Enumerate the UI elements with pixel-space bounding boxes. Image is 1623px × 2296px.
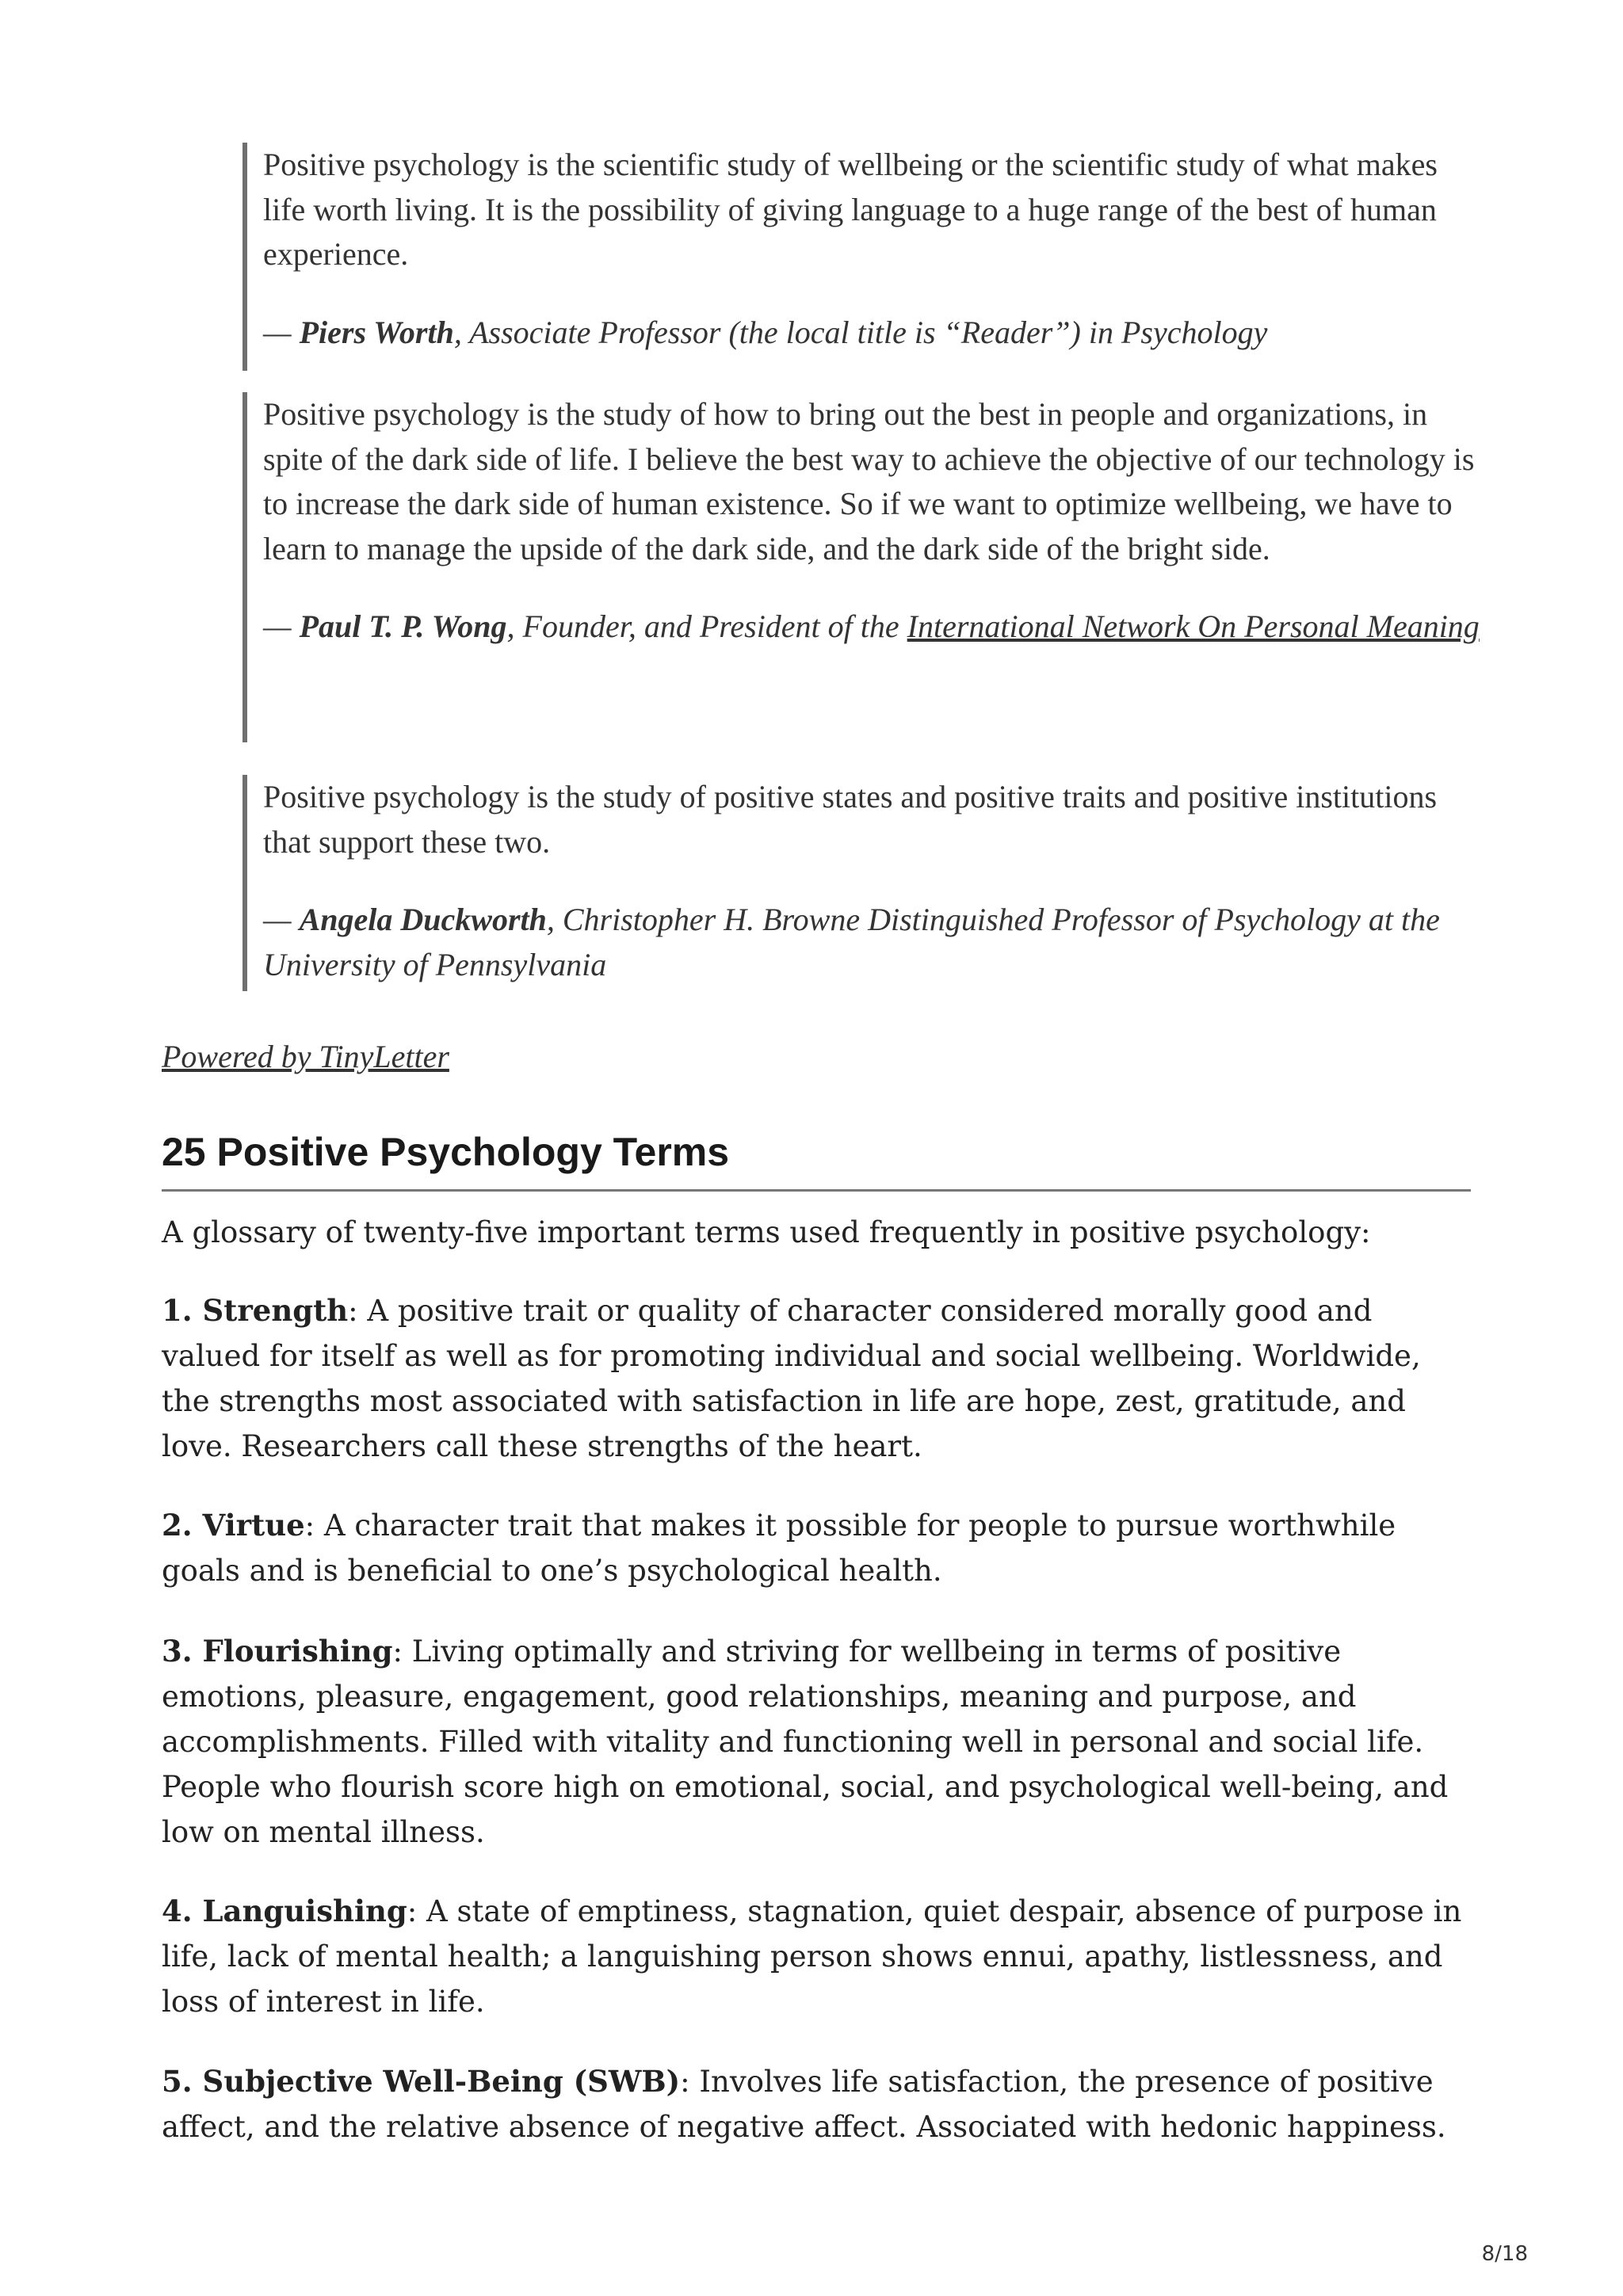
attribution-dash: — — [263, 314, 300, 350]
term-name: 2. Virtue — [162, 1508, 305, 1543]
term-name: 5. Subjective Well-Being (SWB) — [162, 2064, 681, 2099]
blockquote-piers-worth — [242, 143, 1487, 371]
quote-author-role: , Founder, and President of the — [506, 608, 907, 644]
powered-by-tinyletter-link[interactable]: Powered by TinyLetter — [162, 1039, 449, 1074]
quote-attribution — [263, 605, 1487, 650]
glossary-term — [162, 2059, 1477, 2149]
quote-text: Positive psychology is the scientific study of wellbeing or the scientific study of what makes life worth living. It is the possibility of giving language to a huge range of the best of human experience. — [263, 147, 1438, 272]
quote-author: Piers Worth — [299, 314, 454, 350]
section-heading: 25 Positive Psychology Terms — [162, 1127, 1471, 1192]
attribution-dash: — — [263, 902, 300, 937]
quote-author: Paul T. P. Wong — [299, 608, 507, 644]
quote-author-role: , Christopher H. Browne Distinguished Professor of Psychology at the University of Pennsylvania — [263, 902, 1440, 982]
quote-author: Angela Duckworth — [299, 902, 547, 937]
term-definition: : Involves life satisfaction, the presence of positive affect, and the relative absence of negative affect. Associated with hedonic happiness. — [162, 2065, 1446, 2144]
page-number: 8/18 — [1481, 2242, 1528, 2266]
glossary-term — [162, 1503, 1477, 1593]
glossary-term — [162, 1288, 1477, 1469]
international-network-link[interactable]: International Network On Personal Meaning — [907, 608, 1480, 644]
quote-text: Positive psychology is the study of how to bring out the best in people and organizations, in spite of the dark side of life. I believe the best way to achieve the objective of our technology is to increase the dark side of human existence. So if we want to optimize wellbeing, we have to learn to manage the upside of the dark side, and the dark side of the bright side. — [263, 396, 1475, 566]
term-name: 1. Strength — [162, 1293, 349, 1328]
term-name: 3. Flourishing — [162, 1634, 393, 1669]
quote-text: Positive psychology is the study of positive states and positive traits and positive institutions that support these two. — [263, 779, 1438, 860]
quote-attribution — [263, 311, 1487, 356]
section-intro: A glossary of twenty-five important terms used frequently in positive psychology: — [162, 1215, 1371, 1249]
quote-attribution — [263, 898, 1487, 987]
glossary-term — [162, 1889, 1477, 2024]
term-definition: : A character trait that makes it possible for people to pursue worthwhile goals and is beneficial to one’s psychological health. — [162, 1508, 1396, 1588]
term-definition: : Living optimally and striving for wellbeing in terms of positive emotions, pleasure, engagement, good relationships, meaning and purpose, and accomplishments. Filled with vitality and functioning well in personal and social life. People who flourish score high on emotional, social, and psychological well-being, and low on mental illness. — [162, 1634, 1449, 1849]
term-definition: : A state of emptiness, stagnation, quiet despair, absence of purpose in life, lack of mental health; a languishing person shows ennui, apathy, listlessness, and loss of interest in life. — [162, 1894, 1462, 2019]
attribution-dash: — — [263, 608, 300, 644]
term-name: 4. Languishing — [162, 1894, 407, 1928]
quote-author-role: , Associate Professor (the local title is “Reader”) in Psychology — [453, 314, 1268, 350]
glossary-term — [162, 1629, 1477, 1855]
blockquote-angela-duckworth — [242, 775, 1487, 991]
blockquote-paul-wong — [242, 392, 1487, 742]
term-definition: : A positive trait or quality of character considered morally good and valued for itself as well as for promoting individual and social wellbeing. Worldwide, the strengths most associated with satisfaction in life are hope, zest, gratitude, and love. Researchers call these strengths of the heart. — [162, 1294, 1421, 1463]
